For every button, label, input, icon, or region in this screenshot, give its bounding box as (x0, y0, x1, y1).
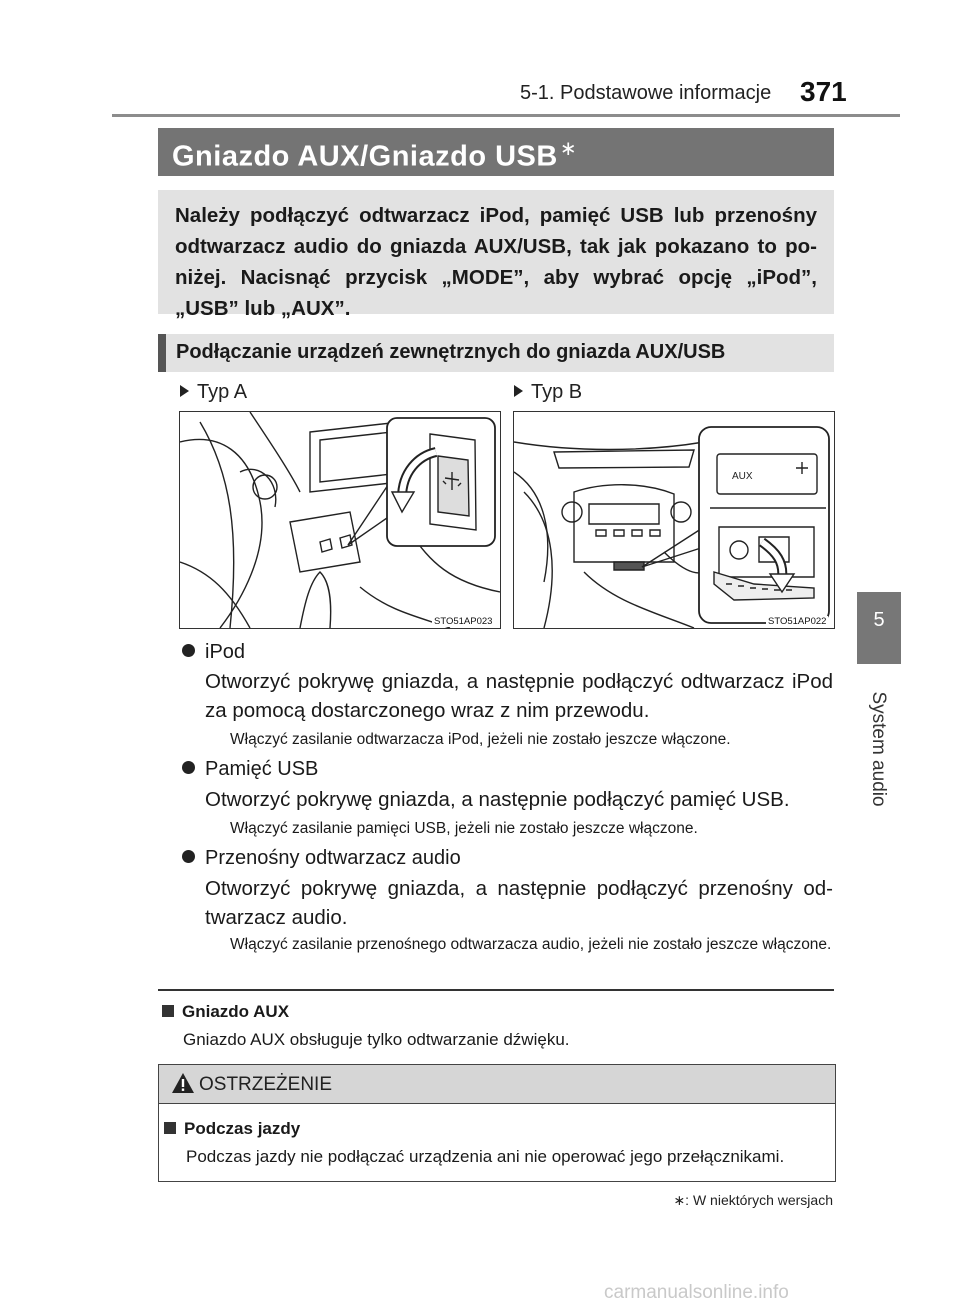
item-usb-title-text: Pamięć USB (205, 758, 319, 780)
item-portable-title-text: Przenośny odtwarzacz audio (205, 847, 461, 869)
item-usb-note: Włączyć zasilanie pamięci USB, jeżeli nie zostało jeszcze włączone. (230, 820, 698, 837)
item-ipod-title-text: iPod (205, 641, 246, 663)
figure-code: STO51AP022 (768, 616, 827, 627)
item-usb-text: Otworzyć pokrywę gniazda, a następnie podłączyć pamięć USB. (205, 788, 790, 811)
footnote-mark: ∗ (559, 138, 578, 160)
warning-header (159, 1065, 835, 1104)
triangle-icon (180, 385, 189, 397)
bullet-icon (182, 761, 195, 774)
page-title-bar (158, 128, 834, 176)
figure-type-a (179, 411, 501, 629)
watermark: carmanualsonline.info (604, 1282, 789, 1303)
item-portable-text: Otworzyć pokrywę gniazda, a następnie podłączyć przenośny od-twarzacz audio. (205, 877, 833, 929)
bullet-icon (182, 644, 195, 657)
aux-section-title (162, 1002, 289, 1022)
page-title-text: Gniazdo AUX/Gniazdo USB (172, 140, 558, 173)
page-number: 371 (800, 76, 847, 107)
aux-label: AUX (732, 471, 753, 482)
warning-label: OSTRZEŻENIE (199, 1074, 333, 1095)
figure-code: STO51AP023 (434, 616, 493, 627)
page-title (172, 136, 577, 174)
warning-icon (171, 1072, 195, 1094)
aux-section-text: Gniazdo AUX obsługuje tylko odtwarzanie dźwięku. (183, 1030, 570, 1049)
subsection-accent (158, 334, 166, 372)
warning-title (164, 1119, 300, 1139)
bullet-icon (182, 850, 195, 863)
item-ipod-text: Otworzyć pokrywę gniazda, a następnie podłączyć odtwarzacz iPod za pomocą dostarczonego wraz z nim przewodu. (205, 670, 833, 722)
warning-title-text: Podczas jazdy (184, 1119, 301, 1138)
square-bullet-icon (164, 1122, 176, 1134)
type-b-label-text: Typ B (531, 381, 583, 403)
footnote: ∗: W niektórych wersjach (673, 1192, 833, 1208)
item-portable-note: Włączyć zasilanie przenośnego odtwarzacza audio, jeżeli nie zostało jeszcze włączone. (230, 936, 832, 953)
square-bullet-icon (162, 1005, 174, 1017)
subsection-title: Podłączanie urządzeń zewnętrznych do gniazda AUX/USB (176, 341, 726, 363)
chapter-tab[interactable]: 5 (857, 592, 901, 664)
intro-box (158, 190, 834, 320)
intro-text: Należy podłączyć odtwarzacz iPod, pamięć USB lub przenośny odtwarzacz audio do gniazda AUX/USB, tak jak pokazano to po-niżej. Nacisnąć przycisk „MODE”, aby wybrać opcję „iPod”, „USB” lub „AUX”. (175, 204, 817, 320)
header-divider (112, 114, 900, 117)
figure-type-b (513, 411, 835, 629)
type-b-label (514, 381, 582, 404)
chapter-title-vertical (866, 680, 890, 820)
item-usb-title (182, 758, 318, 781)
warning-text: Podczas jazdy nie podłączać urządzenia ani nie operować jego przełącznikami. (186, 1147, 785, 1166)
section-breadcrumb: 5-1. Podstawowe informacje (520, 82, 772, 104)
subsection-heading (158, 334, 834, 372)
aux-section-title-text: Gniazdo AUX (182, 1002, 290, 1021)
figure-type-b-illustration (514, 412, 834, 628)
type-a-label (180, 381, 247, 404)
triangle-icon (514, 385, 523, 397)
item-ipod-title (182, 641, 245, 664)
figure-type-a-illustration (180, 412, 500, 628)
warning-box (158, 1064, 836, 1182)
item-portable-title (182, 847, 461, 870)
section-divider (158, 989, 834, 991)
type-a-label-text: Typ A (197, 381, 248, 403)
item-ipod-note: Włączyć zasilanie odtwarzacza iPod, jeżeli nie zostało jeszcze włączone. (230, 731, 731, 748)
chapter-title: System audio (868, 691, 889, 807)
